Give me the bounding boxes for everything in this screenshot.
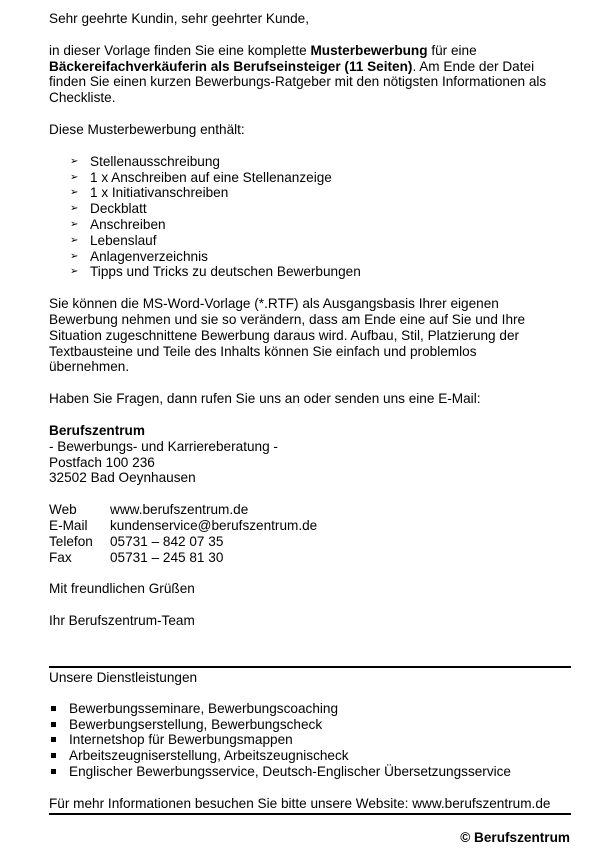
letter-body [49, 11, 571, 629]
intro-text-2: für eine [427, 42, 477, 58]
top-divider [49, 666, 571, 668]
list-item-label: Anschreiben [90, 216, 166, 232]
contact-label: Fax [49, 549, 72, 565]
list-item-label: 1 x Initiativanschreiben [90, 185, 229, 201]
usage-line: übernehmen. [49, 359, 130, 375]
contact-row-web [49, 502, 317, 518]
list-item [49, 201, 571, 217]
copyright: © Berufszentrum [460, 830, 570, 845]
intro-bold-1: Musterbewerbung [310, 42, 428, 58]
intro-line-4: Checkliste. [49, 90, 116, 106]
closing: Mit freundlichen Grüßen [49, 581, 195, 597]
list-item [49, 170, 571, 186]
contact-row-email [49, 518, 317, 534]
contact-table [49, 502, 317, 565]
list-item [49, 764, 571, 780]
list-item [49, 701, 571, 717]
usage-line: Bewerbung nehmen und sie so verändern, dass am Ende eine auf Sie und Ihre [49, 311, 526, 327]
list-item-label: Internetshop für Bewerbungsmappen [69, 732, 293, 748]
list-item [49, 154, 571, 170]
list-item [49, 732, 571, 748]
list-item-label: Tipps und Tricks zu deutschen Bewerbungen [90, 264, 361, 280]
list-item [49, 717, 571, 733]
contact-label: E-Mail [49, 517, 88, 533]
usage-line: Sie können die MS-Word-Vorlage (*.RTF) als Ausgangsbasis Ihrer eigenen [49, 296, 499, 312]
intro-bold-2: Bäckereifachverkäuferin als Berufseinsteiger (11 Seiten) [49, 58, 413, 74]
square-bullet-icon [51, 753, 56, 758]
contents-list [49, 154, 571, 280]
list-item [49, 233, 571, 249]
list-item-label: Stellenausschreibung [90, 153, 220, 169]
company-postbox: Postfach 100 236 [49, 454, 155, 470]
company-address [49, 423, 571, 486]
salutation: Sehr geehrte Kundin, sehr geehrter Kunde, [49, 11, 309, 26]
email-link[interactable]: kundenservice@berufszentrum.de [110, 517, 318, 533]
phone-number: 05731 – 842 07 35 [110, 533, 224, 549]
services-block [49, 670, 571, 812]
more-info-text: Für mehr Informationen besuchen Sie bitte unsere Website: www.berufszentrum.de [49, 795, 551, 811]
intro-paragraph [49, 43, 571, 106]
square-bullet-icon [51, 769, 56, 774]
list-item-label: Anlagenverzeichnis [90, 248, 208, 264]
list-item [49, 185, 571, 201]
contents-heading: Diese Musterbewerbung enthält: [49, 121, 245, 137]
arrow-bullet-icon: ➢ [70, 250, 79, 262]
web-link[interactable]: www.berufszentrum.de [110, 502, 249, 518]
arrow-bullet-icon: ➢ [70, 218, 79, 230]
intro-text-3: . Am Ende der Datei [412, 58, 535, 74]
list-item-label: Lebenslauf [90, 232, 157, 248]
list-item [49, 217, 571, 233]
list-item-label: Englischer Bewerbungsservice, Deutsch-Englischer Übersetzungsservice [69, 763, 511, 779]
contact-label: Telefon [49, 533, 93, 549]
company-tagline: - Bewerbungs- und Karriereberatung - [49, 438, 278, 454]
list-item-label: Arbeitszeugniserstellung, Arbeitszeugnischeck [69, 748, 349, 764]
list-item [49, 264, 571, 280]
usage-paragraph [49, 296, 571, 375]
company-name: Berufszentrum [49, 422, 145, 438]
list-item [49, 748, 571, 764]
arrow-bullet-icon: ➢ [70, 187, 79, 199]
square-bullet-icon [51, 722, 56, 727]
list-item-label: 1 x Anschreiben auf eine Stellenanzeige [90, 169, 332, 185]
contact-row-phone [49, 534, 317, 550]
contact-row-fax [49, 550, 317, 566]
intro-line-3: finden Sie einen kurzen Bewerbungs-Ratgeber mit den nötigsten Informationen als [49, 74, 547, 90]
arrow-bullet-icon: ➢ [70, 155, 79, 167]
intro-text-1: in dieser Vorlage finden Sie eine komplette [49, 42, 311, 58]
arrow-bullet-icon: ➢ [70, 171, 79, 183]
list-item-label: Bewerbungsseminare, Bewerbungscoaching [69, 700, 339, 716]
signature: Ihr Berufszentrum-Team [49, 613, 195, 629]
services-heading: Unsere Dienstleistungen [49, 670, 198, 685]
usage-line: Textbausteine und Teile des Inhalts können Sie einfach und problemlos [49, 343, 477, 359]
square-bullet-icon [51, 737, 56, 742]
arrow-bullet-icon: ➢ [70, 234, 79, 246]
bottom-divider [49, 813, 571, 815]
fax-number: 05731 – 245 81 30 [110, 549, 224, 565]
contact-label: Web [49, 502, 77, 518]
company-city: 32502 Bad Oeynhausen [49, 470, 196, 486]
list-item [49, 249, 571, 265]
arrow-bullet-icon: ➢ [70, 266, 79, 278]
services-list [49, 701, 571, 780]
questions-text: Haben Sie Fragen, dann rufen Sie uns an oder senden uns eine E-Mail: [49, 391, 481, 407]
arrow-bullet-icon: ➢ [70, 203, 79, 215]
square-bullet-icon [51, 706, 56, 711]
list-item-label: Deckblatt [90, 201, 147, 217]
usage-line: Situation zugeschnittene Bewerbung daraus wird. Aufbau, Stil, Platzierung der [49, 327, 520, 343]
list-item-label: Bewerbungserstellung, Bewerbungscheck [69, 716, 323, 732]
